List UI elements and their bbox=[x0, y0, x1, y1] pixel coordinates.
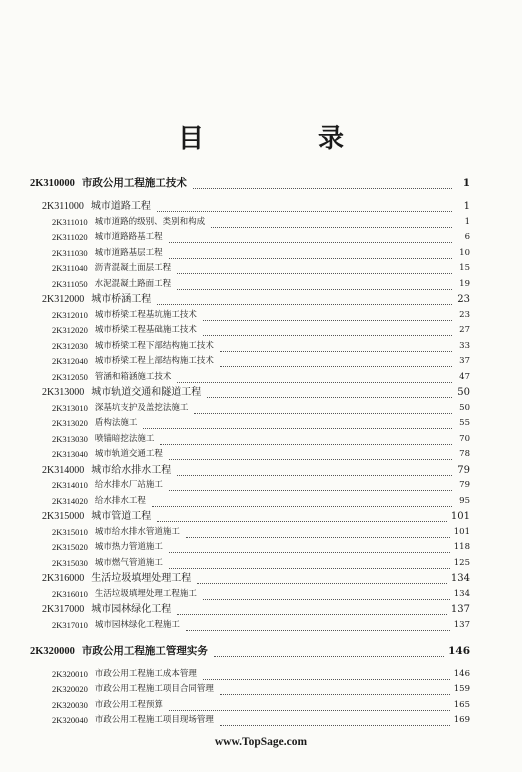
toc-entry-page: 146 bbox=[453, 668, 470, 679]
toc-entry-title: 城市轨道交通工程 bbox=[94, 449, 163, 459]
dot-leader bbox=[169, 480, 452, 491]
toc-entry-title: 城市道路工程 bbox=[90, 201, 151, 212]
toc-entry-code: 2K314010 bbox=[52, 480, 88, 490]
toc-entry-code: 2K311000 bbox=[42, 201, 84, 212]
toc-entry-title: 城市桥梁工程下部结构施工技术 bbox=[94, 340, 214, 351]
toc-entry-page: 125 bbox=[453, 557, 470, 568]
toc-entry-code: 2K315020 bbox=[52, 542, 88, 552]
toc-entry[interactable] bbox=[0, 432, 470, 447]
toc-entry-page: 1 bbox=[464, 216, 470, 227]
toc-entry-title: 城市道路的级别、类别和构成 bbox=[94, 216, 206, 227]
toc-entry-code: 2K310000 bbox=[30, 178, 75, 189]
toc-entry-title: 给水排水厂站施工 bbox=[94, 480, 163, 490]
toc-entry-page: 137 bbox=[453, 619, 470, 630]
dot-leader bbox=[220, 341, 452, 352]
dot-leader bbox=[160, 434, 452, 445]
toc-entry-code: 2K320000 bbox=[30, 645, 75, 657]
dot-leader bbox=[203, 589, 450, 600]
dot-leader bbox=[169, 542, 450, 553]
toc-entry-code: 2K311020 bbox=[52, 232, 88, 242]
toc-entry[interactable] bbox=[0, 713, 470, 728]
toc-entry-page: 101 bbox=[450, 511, 470, 522]
toc-entry[interactable] bbox=[0, 698, 470, 713]
toc-entry-title: 城市热力管道施工 bbox=[94, 542, 163, 552]
toc-entry[interactable] bbox=[0, 323, 470, 338]
toc-entry-page: 101 bbox=[453, 526, 470, 537]
toc-entry-title: 城市轨道交通和隧道工程 bbox=[91, 387, 202, 398]
toc-entry[interactable] bbox=[0, 277, 470, 292]
toc-entry-title: 深基坑支护及盖挖法施工 bbox=[94, 402, 189, 413]
toc-entry[interactable] bbox=[0, 339, 470, 354]
toc-entry-title: 城市桥梁工程上部结构施工技术 bbox=[94, 356, 214, 366]
toc-entry-title: 城市桥梁工程基坑施工技术 bbox=[94, 309, 197, 320]
toc-entry-code: 2K317010 bbox=[52, 619, 88, 630]
dot-leader bbox=[220, 715, 450, 726]
dot-leader bbox=[214, 646, 444, 657]
dot-leader bbox=[169, 700, 450, 711]
toc-entry-page: 23 bbox=[457, 294, 470, 305]
toc-entry-code: 2K311010 bbox=[52, 216, 88, 227]
toc-entry-page: 55 bbox=[459, 418, 470, 428]
toc-entry[interactable] bbox=[0, 509, 470, 524]
toc-entry-title: 市政公用工程施工成本管理 bbox=[94, 668, 197, 679]
toc-entry-code: 2K313030 bbox=[52, 433, 88, 444]
toc-entry-code: 2K312030 bbox=[52, 340, 88, 351]
toc-entry-page: 169 bbox=[453, 715, 470, 725]
toc-entry-page: 50 bbox=[459, 402, 470, 413]
toc-entry-code: 2K313000 bbox=[42, 387, 85, 398]
toc-entry[interactable] bbox=[0, 416, 470, 431]
toc-entry-code: 2K311040 bbox=[52, 263, 88, 273]
toc-entry[interactable] bbox=[0, 199, 470, 214]
dot-leader bbox=[177, 279, 452, 290]
toc-entry-page: 27 bbox=[459, 325, 470, 335]
toc-entry-page: 159 bbox=[453, 684, 470, 694]
dot-leader bbox=[207, 387, 452, 398]
toc-entry-title: 城市道路路基工程 bbox=[94, 232, 163, 242]
toc-entry-title: 城市园林绿化工程 bbox=[91, 604, 172, 615]
toc-entry-page: 6 bbox=[464, 232, 470, 242]
toc-entry[interactable] bbox=[0, 644, 470, 659]
toc-entry-code: 2K320040 bbox=[52, 715, 88, 725]
toc-entry[interactable] bbox=[0, 370, 470, 385]
toc-entry-title: 水泥混凝土路面工程 bbox=[94, 278, 172, 289]
toc-entry[interactable] bbox=[0, 682, 470, 697]
dot-leader bbox=[193, 178, 452, 189]
toc-entry-title: 市政公用工程施工项目合同管理 bbox=[94, 684, 214, 694]
toc-entry-code: 2K313040 bbox=[52, 449, 88, 459]
toc-entry-code: 2K312010 bbox=[52, 309, 88, 320]
dot-leader bbox=[211, 217, 452, 228]
toc-entry-page: 15 bbox=[459, 263, 470, 273]
toc-entry[interactable] bbox=[0, 176, 470, 191]
toc-entry-code: 2K314000 bbox=[42, 464, 85, 476]
toc-entry[interactable] bbox=[0, 385, 470, 400]
toc-entry[interactable] bbox=[0, 401, 470, 416]
dot-leader bbox=[143, 418, 452, 429]
toc-entry[interactable] bbox=[0, 556, 470, 571]
toc-entry[interactable] bbox=[0, 525, 470, 540]
toc-entry-code: 2K316000 bbox=[42, 573, 85, 584]
toc-entry-title: 城市道路基层工程 bbox=[94, 247, 163, 258]
dot-leader bbox=[169, 449, 452, 460]
toc-entry-title: 城市桥涵工程 bbox=[91, 294, 152, 305]
toc-entry-code: 2K315000 bbox=[42, 511, 85, 522]
toc-entry[interactable] bbox=[0, 292, 470, 307]
toc-entry-page: 33 bbox=[459, 340, 470, 351]
dot-leader bbox=[157, 201, 452, 212]
toc-entry[interactable] bbox=[0, 463, 470, 478]
toc-entry[interactable] bbox=[0, 308, 470, 323]
dot-leader bbox=[177, 465, 452, 476]
toc-entry-title: 城市给水排水管道施工 bbox=[94, 526, 180, 537]
toc-entry[interactable] bbox=[0, 494, 470, 509]
toc-entry-page: 70 bbox=[459, 433, 470, 444]
toc-entry-page: 134 bbox=[453, 588, 470, 599]
toc-entry[interactable] bbox=[0, 618, 470, 633]
dot-leader bbox=[177, 372, 452, 383]
page-title: 目 录 bbox=[177, 124, 388, 154]
dot-leader bbox=[203, 325, 452, 336]
toc-entry-title: 喷锚暗挖法施工 bbox=[94, 433, 155, 444]
toc-entry-code: 2K311030 bbox=[52, 247, 88, 258]
toc-entry-page: 1 bbox=[463, 201, 470, 212]
toc-entry-page: 23 bbox=[459, 309, 470, 320]
toc-entry-title: 城市桥梁工程基础施工技术 bbox=[94, 325, 197, 335]
toc-entry[interactable] bbox=[0, 478, 470, 493]
dot-leader bbox=[203, 669, 450, 680]
toc-entry[interactable] bbox=[0, 602, 470, 617]
dot-leader bbox=[169, 558, 450, 569]
toc-entry-code: 2K317000 bbox=[42, 604, 85, 615]
toc-entry[interactable] bbox=[0, 540, 470, 555]
dot-leader bbox=[157, 511, 447, 522]
toc-entry-page: 50 bbox=[457, 387, 470, 398]
dot-leader bbox=[194, 403, 452, 414]
dot-leader bbox=[177, 263, 452, 274]
toc-entry-title: 城市管道工程 bbox=[91, 511, 152, 522]
toc-entry-page: 79 bbox=[459, 480, 470, 490]
toc-entry-page: 146 bbox=[448, 644, 470, 657]
toc-entry[interactable] bbox=[0, 354, 470, 369]
dot-leader bbox=[169, 232, 452, 243]
toc-entry-page: 47 bbox=[459, 371, 470, 382]
dot-leader bbox=[177, 604, 447, 615]
dot-leader bbox=[220, 356, 452, 367]
toc-entry-page: 118 bbox=[453, 542, 470, 552]
toc-entry-code: 2K312000 bbox=[42, 294, 85, 305]
toc-entry[interactable] bbox=[0, 261, 470, 276]
toc-entry-title: 给水排水工程 bbox=[94, 495, 146, 506]
dot-leader bbox=[186, 527, 450, 538]
toc-entry-title: 市政公用工程施工技术 bbox=[81, 177, 187, 189]
toc-entry-title: 管涵和箱涵施工技术 bbox=[94, 371, 172, 382]
toc-entry-page: 19 bbox=[459, 278, 470, 289]
toc-entry-title: 生活垃圾填埋处理工程施工 bbox=[94, 588, 197, 599]
toc-entry[interactable] bbox=[0, 587, 470, 602]
dot-leader bbox=[220, 684, 450, 695]
toc-entry-code: 2K320010 bbox=[52, 668, 88, 679]
toc-entry-title: 生活垃圾填埋处理工程 bbox=[91, 573, 192, 584]
toc-entry-page: 79 bbox=[457, 464, 470, 476]
toc-entry-code: 2K315030 bbox=[52, 557, 88, 568]
dot-leader bbox=[197, 573, 447, 584]
dot-leader bbox=[169, 248, 452, 259]
toc-entry-page: 10 bbox=[459, 247, 470, 258]
toc-entry-title: 城市园林绿化工程施工 bbox=[94, 619, 180, 630]
toc-entry-code: 2K312040 bbox=[52, 356, 88, 366]
toc-entry[interactable] bbox=[0, 230, 470, 245]
toc-entry-code: 2K312050 bbox=[52, 371, 88, 382]
dot-leader bbox=[157, 294, 452, 305]
toc-entry-code: 2K315010 bbox=[52, 526, 88, 537]
dot-leader bbox=[203, 310, 452, 321]
toc-entry-title: 市政公用工程预算 bbox=[94, 699, 163, 710]
toc-entry[interactable] bbox=[0, 215, 470, 230]
dot-leader bbox=[152, 496, 452, 507]
toc-entry-title: 城市燃气管道施工 bbox=[94, 557, 163, 568]
toc-entry-code: 2K313010 bbox=[52, 402, 88, 413]
toc-entry-page: 1 bbox=[462, 177, 470, 189]
dot-leader bbox=[186, 620, 450, 631]
toc-entry[interactable] bbox=[0, 246, 470, 261]
toc-entry-title: 城市给水排水工程 bbox=[91, 464, 172, 476]
toc-entry-title: 沥青混凝土面层工程 bbox=[94, 263, 172, 273]
toc-entry-code: 2K316010 bbox=[52, 588, 88, 599]
toc-entry-code: 2K311050 bbox=[52, 278, 88, 289]
toc-entry-code: 2K314020 bbox=[52, 495, 88, 506]
toc-entry-page: 78 bbox=[459, 449, 470, 459]
toc-entry-code: 2K320020 bbox=[52, 684, 88, 694]
toc-entry-code: 2K313020 bbox=[52, 418, 88, 428]
toc-entry-page: 37 bbox=[459, 356, 470, 366]
toc-entry-page: 165 bbox=[453, 699, 470, 710]
toc-entry-page: 134 bbox=[450, 573, 470, 584]
toc-entry-title: 市政公用工程施工管理实务 bbox=[81, 644, 208, 657]
toc-entry-title: 盾构法施工 bbox=[94, 418, 138, 428]
toc-entry-title: 市政公用工程施工项目现场管理 bbox=[94, 715, 214, 725]
toc-entry-code: 2K312020 bbox=[52, 325, 88, 335]
toc-entry-page: 137 bbox=[450, 604, 470, 615]
toc-entry-code: 2K320030 bbox=[52, 699, 88, 710]
toc-entry[interactable] bbox=[0, 667, 470, 682]
toc-entry-page: 95 bbox=[459, 495, 470, 506]
toc-entry[interactable] bbox=[0, 571, 470, 586]
toc-entry[interactable] bbox=[0, 447, 470, 462]
footer-url: www.TopSage.com bbox=[214, 736, 308, 748]
